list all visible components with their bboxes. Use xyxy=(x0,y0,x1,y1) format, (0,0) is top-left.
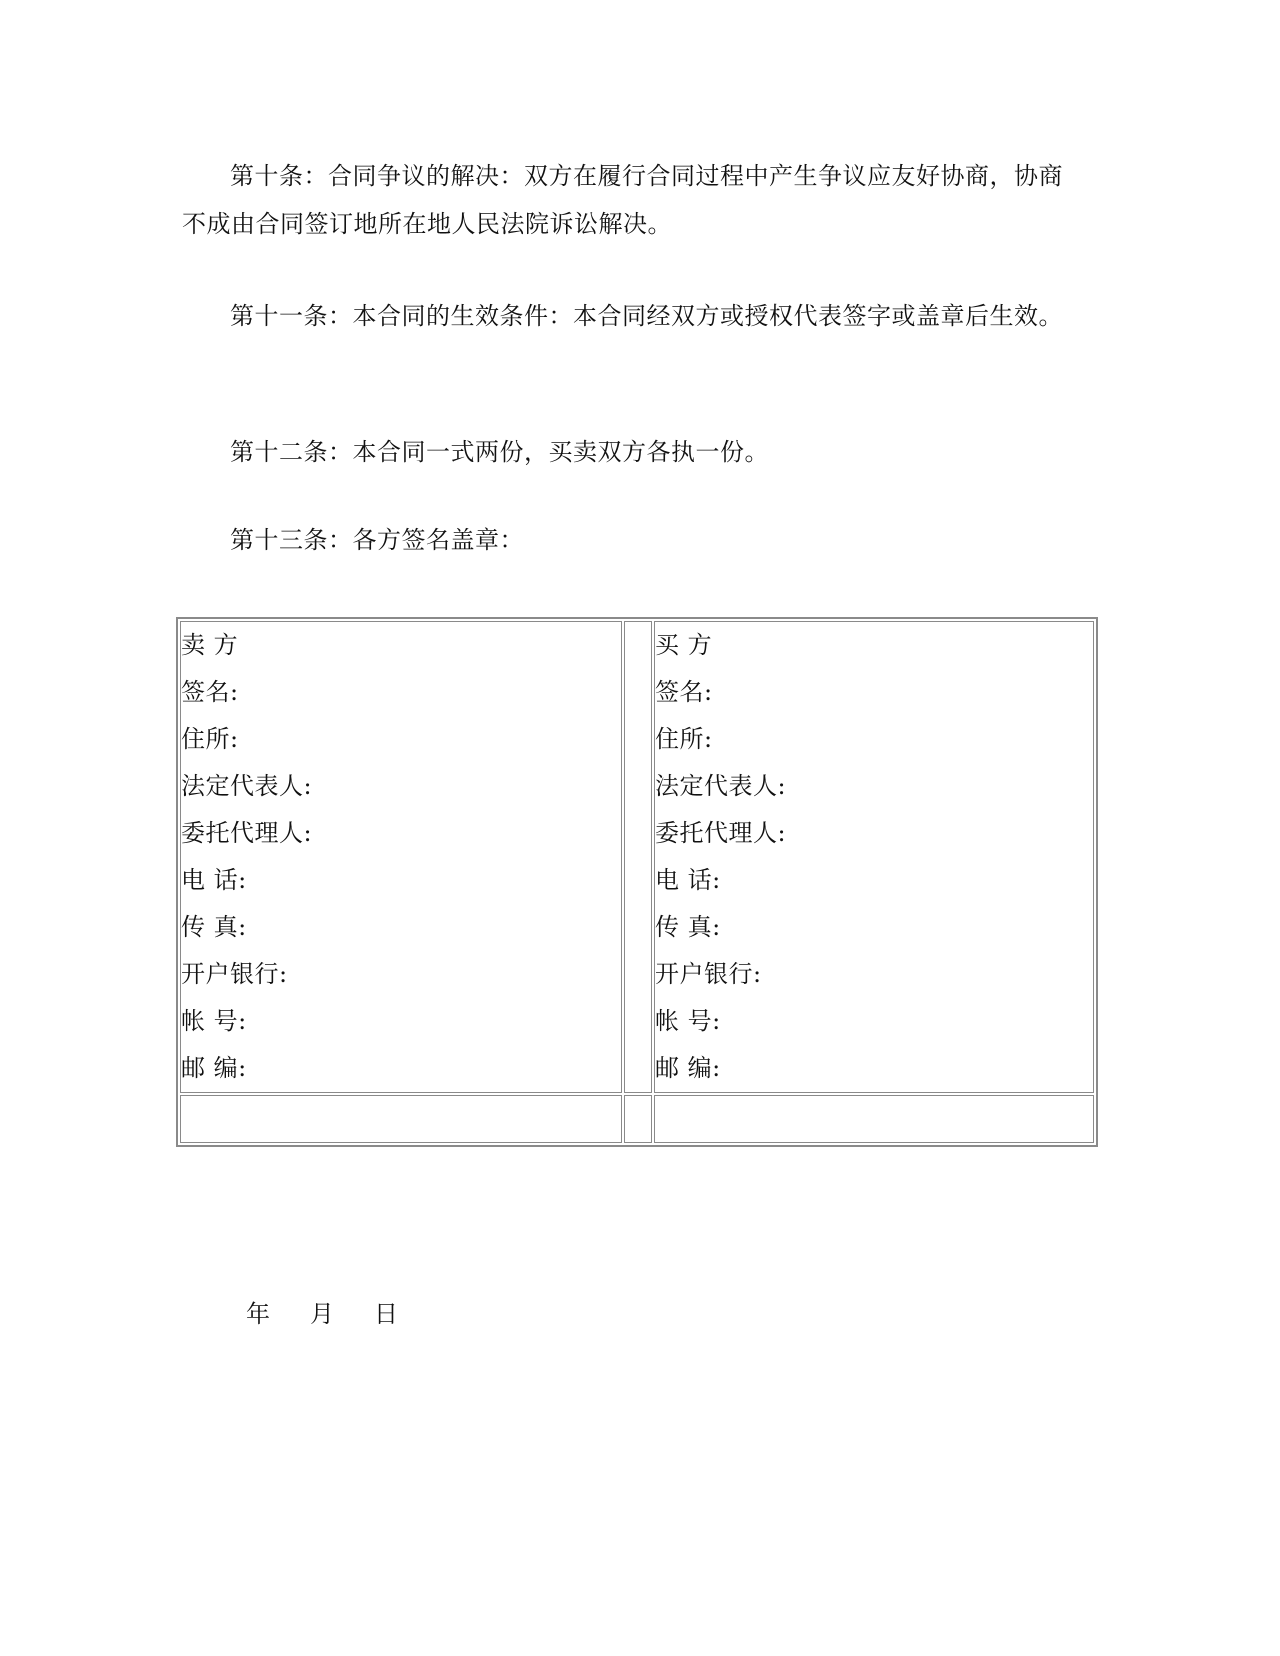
seller-cell xyxy=(180,621,622,1093)
date-line xyxy=(246,1290,398,1338)
buyer-address-field: 住所: xyxy=(655,725,713,753)
clause-10: 第十条：合同争议的解决：双方在履行合同过程中产生争议应友好协商，协商不成由合同签订地所在地人民法院诉讼解决。 xyxy=(182,162,1063,238)
seller-footer-cell xyxy=(180,1095,622,1143)
buyer-legal-rep-field: 法定代表人: xyxy=(655,772,787,800)
seller-account-field: 帐 号: xyxy=(181,1007,247,1035)
seller-postcode-field: 邮 编: xyxy=(181,1054,247,1082)
seller-agent-field: 委托代理人: xyxy=(181,819,313,847)
buyer-account-field: 帐 号: xyxy=(655,1007,721,1035)
buyer-bank-field: 开户银行: xyxy=(655,960,762,988)
seller-party-label: 卖 方 xyxy=(181,631,239,659)
clause-12: 第十二条：本合同一式两份，买卖双方各执一份。 xyxy=(230,438,769,466)
seller-fax-field: 传 真: xyxy=(181,913,247,941)
seller-legal-rep-field: 法定代表人: xyxy=(181,772,313,800)
seller-bank-field: 开户银行: xyxy=(181,960,288,988)
seller-signature-field: 签名: xyxy=(181,678,239,706)
buyer-postcode-field: 邮 编: xyxy=(655,1054,721,1082)
seller-phone-field: 电 话: xyxy=(181,866,247,894)
spacer-footer-cell xyxy=(624,1095,652,1143)
buyer-agent-field: 委托代理人: xyxy=(655,819,787,847)
date-day: 日 xyxy=(374,1300,398,1328)
spacer-cell xyxy=(624,621,652,1093)
buyer-fax-field: 传 真: xyxy=(655,913,721,941)
date-month: 月 xyxy=(310,1300,334,1328)
buyer-footer-cell xyxy=(654,1095,1094,1143)
signature-table xyxy=(176,617,1098,1147)
buyer-phone-field: 电 话: xyxy=(655,866,721,894)
buyer-party-label: 买 方 xyxy=(655,631,713,659)
seller-address-field: 住所: xyxy=(181,725,239,753)
clause-11: 第十一条：本合同的生效条件：本合同经双方或授权代表签字或盖章后生效。 xyxy=(230,302,1063,330)
buyer-cell xyxy=(654,621,1094,1093)
buyer-signature-field: 签名: xyxy=(655,678,713,706)
clause-13: 第十三条：各方签名盖章： xyxy=(230,526,524,554)
date-year: 年 xyxy=(246,1300,270,1328)
